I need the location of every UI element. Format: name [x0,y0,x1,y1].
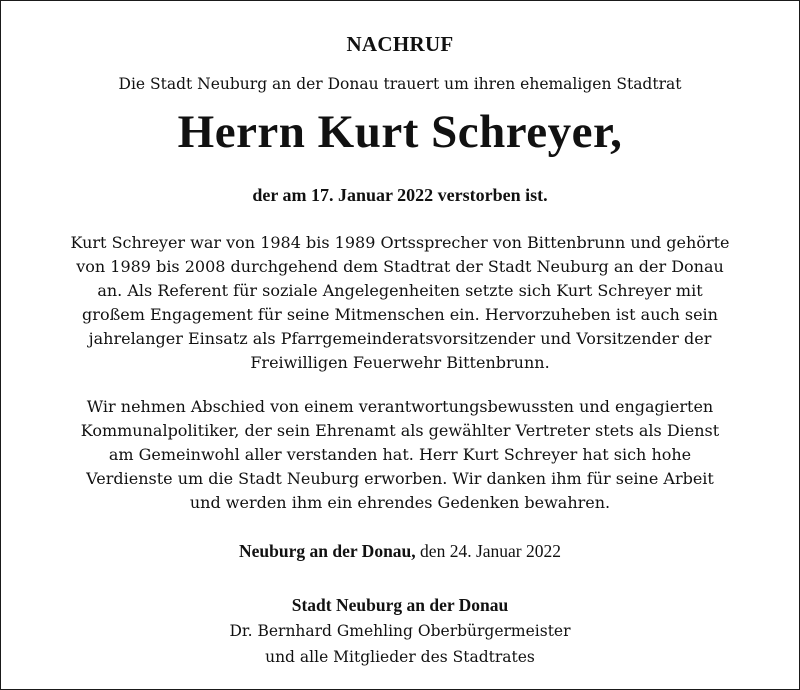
notice-heading: NACHRUF [346,32,454,56]
signature-council: und alle Mitglieder des Stadtrates [265,648,535,666]
biography-line: an. Als Referent für soziale Angelegenheiten setzte sich Kurt Schreyer mit [97,281,703,300]
biography-line: großem Engagement für seine Mitmenschen ein. Hervorzuheben ist auch sein [82,305,718,324]
tribute-line: am Gemeinwohl aller verstanden hat. Herr Kurt Schreyer hat sich hohe [108,445,692,464]
tribute-paragraph [40,395,760,515]
signature-mayor: Dr. Bernhard Gmehling Oberbürgermeister [229,622,571,640]
dateline-place: Neuburg an der Donau, [239,541,421,561]
biography-line: Freiwilligen Feuerwehr Bittenbrunn. [250,353,550,372]
intro-line: Die Stadt Neuburg an der Donau trauert um ihren ehemaligen Stadtrat [118,75,682,93]
dateline [0,540,800,563]
dateline-date: den 24. Januar 2022 [420,541,561,561]
date-of-death: der am 17. Januar 2022 verstorben ist. [252,185,548,205]
tribute-line: Kommunalpolitiker, der sein Ehrenamt als gewählter Vertreter stets als Dienst [80,421,720,440]
biography-line: jahrelanger Einsatz als Pfarrgemeinderatsvorsitzender und Vorsitzender der [88,329,712,348]
tribute-line: Wir nehmen Abschied von einem verantwortungsbewussten und engagierten [86,397,714,416]
biography-paragraph [40,231,760,375]
tribute-line: und werden ihm ein ehrendes Gedenken bewahren. [189,493,611,512]
biography-line: Kurt Schreyer war von 1984 bis 1989 Ortssprecher von Bittenbrunn und gehörte [70,233,730,252]
biography-line: von 1989 bis 2008 durchgehend dem Stadtrat der Stadt Neuburg an der Donau [76,257,724,276]
signature-organization: Stadt Neuburg an der Donau [291,595,509,615]
signature-block [0,592,800,670]
deceased-name: Herrn Kurt Schreyer, [177,106,623,158]
tribute-line: Verdienste um die Stadt Neuburg erworben. Wir danken ihm für seine Arbeit [86,469,714,488]
